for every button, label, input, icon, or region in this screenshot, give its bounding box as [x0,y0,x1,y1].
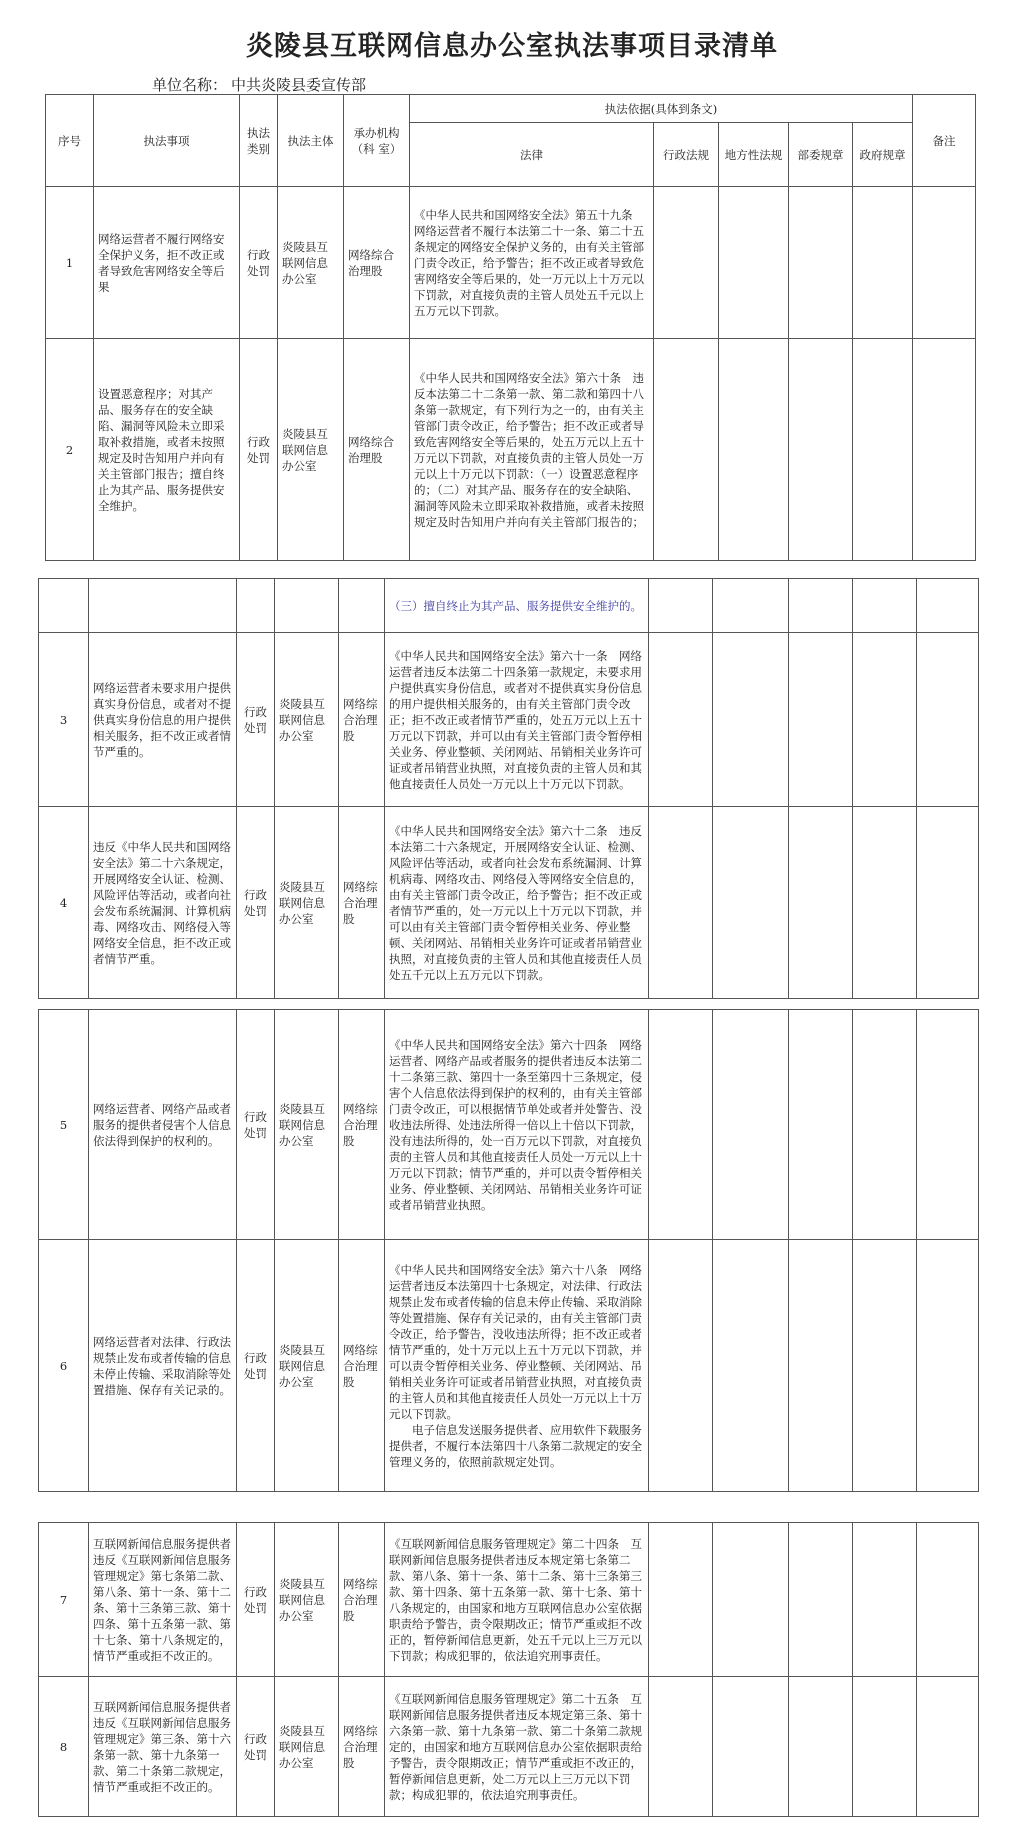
row-admin-reg [654,187,719,339]
row-local-reg [713,579,789,633]
row-local-reg [713,1677,789,1817]
row-remark [917,633,979,807]
row-remark [917,1240,979,1492]
row-gov-rule [853,339,913,561]
row-local-reg [719,339,789,561]
row-local-reg [713,633,789,807]
row-remark [913,187,976,339]
table-page-3 [38,1009,979,1492]
row-category: 行政处罚 [237,1010,275,1240]
row-dept-rule [789,633,853,807]
row-dept-rule [789,807,853,999]
row-admin-reg [649,1677,713,1817]
header-local-reg: 地方性法规 [719,123,789,187]
row-local-reg [713,1010,789,1240]
unit-line [152,74,370,95]
row-law: 《中华人民共和国网络安全法》第六十四条 网络运营者、网络产品或者服务的提供者违反本法第二十二条第三款、第四十一条至第四十三条规定，侵害个人信息依法得到保护的权利的，由有关主管部门责令改正，可以根据情节单处或者并处警告、没收违法所得、处违法所得一倍以上十倍以下罚款，没有违法所得的，处一百万元以下罚款，对直接负责的主管人员和其他直接责任人员处一万元以上十万元以下罚款；情节严重的，并可以责令暂停相关业务、停业整顿、关闭网站、吊销相关业务许可证或者吊销营业执照。 [385,1010,649,1240]
row-law: 《中华人民共和国网络安全法》第六十一条 网络运营者违反本法第二十四条第一款规定，未要求用户提供真实身份信息，或者对不提供真实身份信息的用户提供相关服务的，由有关主管部门责令改正；拒不改正或者情节严重的，处五万元以上五十万元以下罚款，并可以由有关主管部门责令暂停相关业务、停业整顿、关闭网站、吊销相关业务许可证或者吊销营业执照，对直接负责的主管人员和其他直接责任人员处一万元以上十万元以下罚款。 [385,633,649,807]
header-dept-rule: 部委规章 [789,123,853,187]
row-law-main: 《中华人民共和国网络安全法》第六十八条 网络运营者违反本法第四十七条规定，对法律、行政法规禁止发布或者传输的信息未停止传输、采取消除等处置措施、保存有关记录的，由有关主管部门责令改正，给予警告，没收违法所得；拒不改正或者情节严重的，处十万元以上五十万元以下罚款，并可以责令暂停相关业务、停业整顿、关闭网站、吊销相关业务许可证或者吊销营业执照，对直接负责的主管人员和其他直接责任人员处一万元以上十万元以下罚款。 [389,1262,642,1421]
header-remark: 备注 [913,95,976,187]
row-dept-rule [789,1010,853,1240]
row-gov-rule [853,1010,917,1240]
header-row-top [46,95,976,123]
row-admin-reg [649,1240,713,1492]
row-admin-reg [649,1010,713,1240]
row-remark [917,807,979,999]
row-dept-rule [789,1240,853,1492]
row-dept: 网络综合治理股 [339,1010,385,1240]
unit-label: 单位名称： [152,76,228,94]
row-subject: 炎陵县互联网信息办公室 [275,1677,339,1817]
row-gov-rule [853,807,917,999]
table-row-continued [39,579,979,633]
row-gov-rule [853,579,917,633]
row-dept-rule [789,187,853,339]
unit-name: 中共炎陵县委宣传部 [231,76,367,94]
table-page-2 [38,578,979,999]
row-seq: 3 [39,633,89,807]
row-subject: 炎陵县互联网信息办公室 [275,1010,339,1240]
row-law: 《中华人民共和国网络安全法》第六十二条 违反本法第二十六条规定，开展网络安全认证、检测、风险评估等活动，或者向社会发布系统漏洞、计算机病毒、网络攻击、网络侵入等网络安全信息的，由有关主管部门责令改正，给予警告；拒不改正或者情节严重的，处一万元以上十万元以下罚款，并可以由有关主管部门责令暂停相关业务、停业整顿、关闭网站、吊销相关业务许可证或者吊销营业执照，对直接负责的主管人员和其他直接责任人员处五千元以上五万元以下罚款。 [385,807,649,999]
row-matter: 网络运营者对法律、行政法规禁止发布或者传输的信息未停止传输、采取消除等处置措施、保存有关记录的。 [89,1240,237,1492]
row-dept: 网络综合治理股 [339,1677,385,1817]
row-law: 《中华人民共和国网络安全法》第六十条 违反本法第二十二条第一款、第二款和第四十八条第一款规定，有下列行为之一的，由有关主管部门责令改正，给予警告；拒不改正或者导致危害网络安全等后果的，处五万元以上五十万元以下罚款，对直接负责的主管人员处一万元以上十万元以下罚款：（一）设置恶意程序的；（二）对其产品、服务存在的安全缺陷、漏洞等风险未立即采取补救措施，或者未按照规定及时告知用户并向有关主管部门报告的； [410,339,654,561]
table-page-4 [38,1522,979,1817]
row-category: 行政处罚 [237,1677,275,1817]
header-gov-rule: 政府规章 [853,123,913,187]
row-matter: 网络运营者不履行网络安全保护义务，拒不改正或者导致危害网络安全等后果 [94,187,240,339]
row-remark [913,339,976,561]
row-admin-reg [649,807,713,999]
header-seq: 序号 [46,95,94,187]
row-subject: 炎陵县互联网信息办公室 [275,1523,339,1677]
row-subject: 炎陵县互联网信息办公室 [278,187,344,339]
row-law-extra: 电子信息发送服务提供者、应用软件下载服务提供者，不履行本法第四十八条第二款规定的安全管理义务的，依照前款规定处罚。 [389,1422,642,1469]
row-gov-rule [853,1240,917,1492]
row-local-reg [719,187,789,339]
table-page-1 [45,94,976,561]
row-remark [917,1010,979,1240]
row-dept: 网络综合治理股 [339,633,385,807]
row-subject: 炎陵县互联网信息办公室 [275,1240,339,1492]
row-subject: 炎陵县互联网信息办公室 [275,807,339,999]
row-dept [339,579,385,633]
header-category: 执法类别 [240,95,278,187]
row-subject: 炎陵县互联网信息办公室 [275,633,339,807]
row-law [385,1240,649,1492]
header-law: 法律 [410,123,654,187]
row-dept: 网络综合治理股 [344,339,410,561]
row-gov-rule [853,633,917,807]
table-row [39,633,979,807]
row-admin-reg [649,1523,713,1677]
row-law-continued: （三）擅自终止为其产品、服务提供安全维护的。 [385,579,649,633]
row-category: 行政处罚 [237,1240,275,1492]
row-gov-rule [853,187,913,339]
row-dept-rule [789,1677,853,1817]
table-row [39,807,979,999]
row-seq: 4 [39,807,89,999]
row-category: 行政处罚 [237,807,275,999]
table-row [39,1523,979,1677]
row-gov-rule [853,1523,917,1677]
table-row [46,339,976,561]
row-remark [917,579,979,633]
document-title: 炎陵县互联网信息办公室执法事项目录清单 [246,31,778,62]
row-seq: 8 [39,1677,89,1817]
table-row [39,1677,979,1817]
row-subject: 炎陵县互联网信息办公室 [278,339,344,561]
row-dept: 网络综合治理股 [339,1240,385,1492]
header-matter: 执法事项 [94,95,240,187]
row-remark [917,1523,979,1677]
row-gov-rule [853,1677,917,1817]
row-law: 《中华人民共和国网络安全法》第五十九条 网络运营者不履行本法第二十一条、第二十五条规定的网络安全保护义务的，由有关主管部门责令改正，给予警告；拒不改正或者导致危害网络安全等后果的，处一万元以上十万元以下罚款，对直接负责的主管人员处五千元以上五万元以下罚款。 [410,187,654,339]
row-seq: 1 [46,187,94,339]
row-matter: 设置恶意程序；对其产品、服务存在的安全缺陷、漏洞等风险未立即采取补救措施，或者未按照规定及时告知用户并向有关主管部门报告；擅自终止为其产品、服务提供安全维护。 [94,339,240,561]
row-matter: 网络运营者、网络产品或者服务的提供者侵害个人信息依法得到保护的权利的。 [89,1010,237,1240]
table-row [39,1010,979,1240]
row-admin-reg [654,339,719,561]
header-admin-reg: 行政法规 [654,123,719,187]
row-category [237,579,275,633]
row-dept: 网络综合治理股 [339,807,385,999]
row-dept: 网络综合治理股 [344,187,410,339]
table-row [39,1240,979,1492]
header-dept: 承办机构（科 室） [344,95,410,187]
header-subject: 执法主体 [278,95,344,187]
row-category: 行政处罚 [237,1523,275,1677]
row-seq: 6 [39,1240,89,1492]
row-category: 行政处罚 [240,187,278,339]
row-local-reg [713,807,789,999]
row-admin-reg [649,579,713,633]
row-dept-rule [789,579,853,633]
row-subject [275,579,339,633]
row-seq: 5 [39,1010,89,1240]
row-law: 《互联网新闻信息服务管理规定》第二十五条 互联网新闻信息服务提供者违反本规定第三条、第十六条第一款、第十九条第一款、第二十条第二款规定的，由国家和地方互联网信息办公室依据职责给予警告，责令限期改正；情节严重或拒不改正的，暂停新闻信息更新，处二万元以上三万元以下罚款；构成犯罪的，依法追究刑事责任。 [385,1677,649,1817]
row-dept: 网络综合治理股 [339,1523,385,1677]
row-matter: 互联网新闻信息服务提供者违反《互联网新闻信息服务管理规定》第七条第二款、第八条、第十一条、第十二条、第十三条第三款、第十四条、第十五条第一款、第十七条、第十八条规定的，情节严重或拒不改正的。 [89,1523,237,1677]
row-admin-reg [649,633,713,807]
row-remark [917,1677,979,1817]
header-basis: 执法依据(具体到条文) [410,95,913,123]
row-law: 《互联网新闻信息服务管理规定》第二十四条 互联网新闻信息服务提供者违反本规定第七条第二款、第八条、第十一条、第十二条、第十三条第三款、第十四条、第十五条第一款、第十七条、第十八条规定的，由国家和地方互联网信息办公室依据职责给予警告，责令限期改正；情节严重或拒不改正的，暂停新闻信息更新，处五千元以上三万元以下罚款；构成犯罪的，依法追究刑事责任。 [385,1523,649,1677]
row-matter: 互联网新闻信息服务提供者违反《互联网新闻信息服务管理规定》第三条、第十六条第一款、第十九条第一款、第二十条第二款规定，情节严重或拒不改正的。 [89,1677,237,1817]
row-local-reg [713,1523,789,1677]
row-matter: 网络运营者未要求用户提供真实身份信息，或者对不提供真实身份信息的用户提供相关服务，拒不改正或者情节严重的。 [89,633,237,807]
row-seq: 7 [39,1523,89,1677]
row-dept-rule [789,1523,853,1677]
row-matter [89,579,237,633]
table-row [46,187,976,339]
row-dept-rule [789,339,853,561]
row-local-reg [713,1240,789,1492]
row-category: 行政处罚 [240,339,278,561]
row-matter: 违反《中华人民共和国网络安全法》第二十六条规定，开展网络安全认证、检测、风险评估等活动，或者向社会发布系统漏洞、计算机病毒、网络攻击、网络侵入等网络安全信息，拒不改正或者情节严重。 [89,807,237,999]
row-seq: 2 [46,339,94,561]
row-category: 行政处罚 [237,633,275,807]
row-seq [39,579,89,633]
